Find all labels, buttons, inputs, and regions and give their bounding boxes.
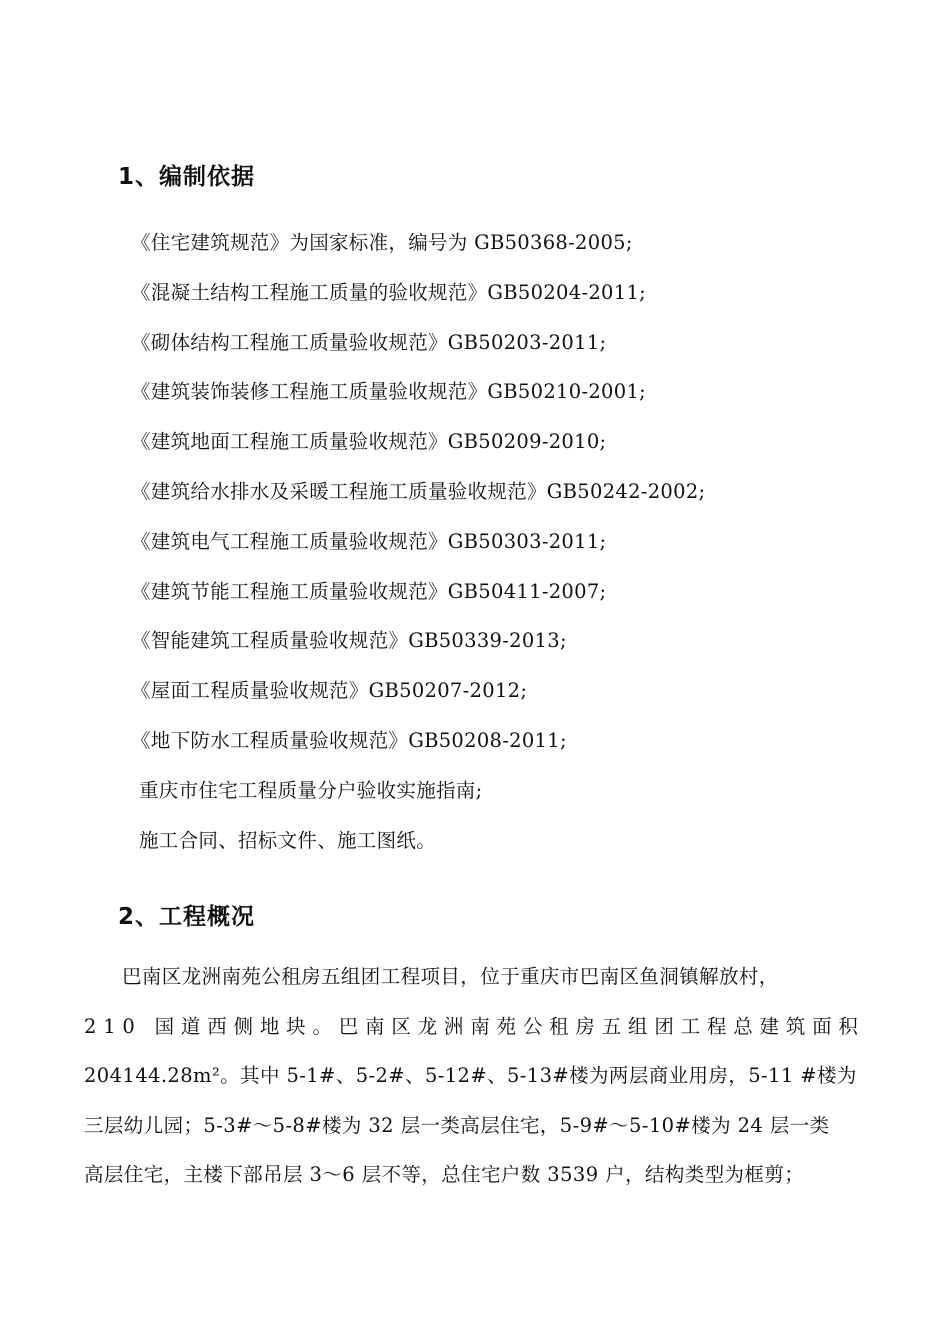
reference-item: 施工合同、招标文件、施工图纸。 bbox=[139, 828, 437, 852]
reference-item: 重庆市住宅工程质量分户验收实施指南; bbox=[139, 778, 483, 802]
overview-line: 巴南区龙洲南苑公租房五组团工程项目，位于重庆市巴南区鱼洞镇解放村， bbox=[122, 965, 779, 988]
reference-item: 《砌体结构工程施工质量验收规范》GB50203-2011; bbox=[131, 330, 607, 354]
reference-item: 《建筑节能工程施工质量验收规范》GB50411-2007; bbox=[131, 579, 607, 603]
reference-item: 《住宅建筑规范》为国家标准，编号为 GB50368-2005; bbox=[131, 231, 633, 254]
reference-item: 《建筑电气工程施工质量验收规范》GB50303-2011; bbox=[131, 529, 607, 553]
reference-item: 《建筑地面工程施工质量验收规范》GB50209-2010; bbox=[131, 430, 607, 454]
section-1-heading: 1、编制依据 bbox=[118, 164, 256, 190]
reference-item: 《屋面工程质量验收规范》GB50207-2012; bbox=[131, 679, 528, 703]
reference-item: 《建筑给水排水及采暖工程施工质量验收规范》GB50242-2002; bbox=[131, 479, 706, 503]
overview-line: 204144.28m²。其中 5-1#、5-2#、5-12#、5-13#楼为两层商业用房，5-11 #楼为 bbox=[84, 1064, 857, 1087]
overview-line: 三层幼儿园；5-3#～5-8#楼为 32 层一类高层住宅，5-9#～5-10#楼为 24 层一类 bbox=[84, 1113, 830, 1137]
project-overview-paragraph bbox=[84, 962, 874, 1210]
reference-list bbox=[131, 228, 705, 875]
reference-item: 《地下防水工程质量验收规范》GB50208-2011; bbox=[131, 728, 567, 752]
reference-item: 《智能建筑工程质量验收规范》GB50339-2013; bbox=[131, 629, 567, 653]
reference-item: 《混凝土结构工程施工质量的验收规范》GB50204-2011; bbox=[131, 280, 647, 304]
section-2-heading: 2、工程概况 bbox=[118, 904, 256, 930]
overview-line: 高层住宅，主楼下部吊层 3～6 层不等，总住宅户数 3539 户，结构类型为框剪； bbox=[84, 1163, 805, 1186]
overview-line: 210 国道西侧地块。巴南区龙洲南苑公租房五组团工程总建筑面积 bbox=[84, 1014, 865, 1038]
reference-item: 《建筑装饰装修工程施工质量验收规范》GB50210-2001; bbox=[131, 380, 647, 404]
